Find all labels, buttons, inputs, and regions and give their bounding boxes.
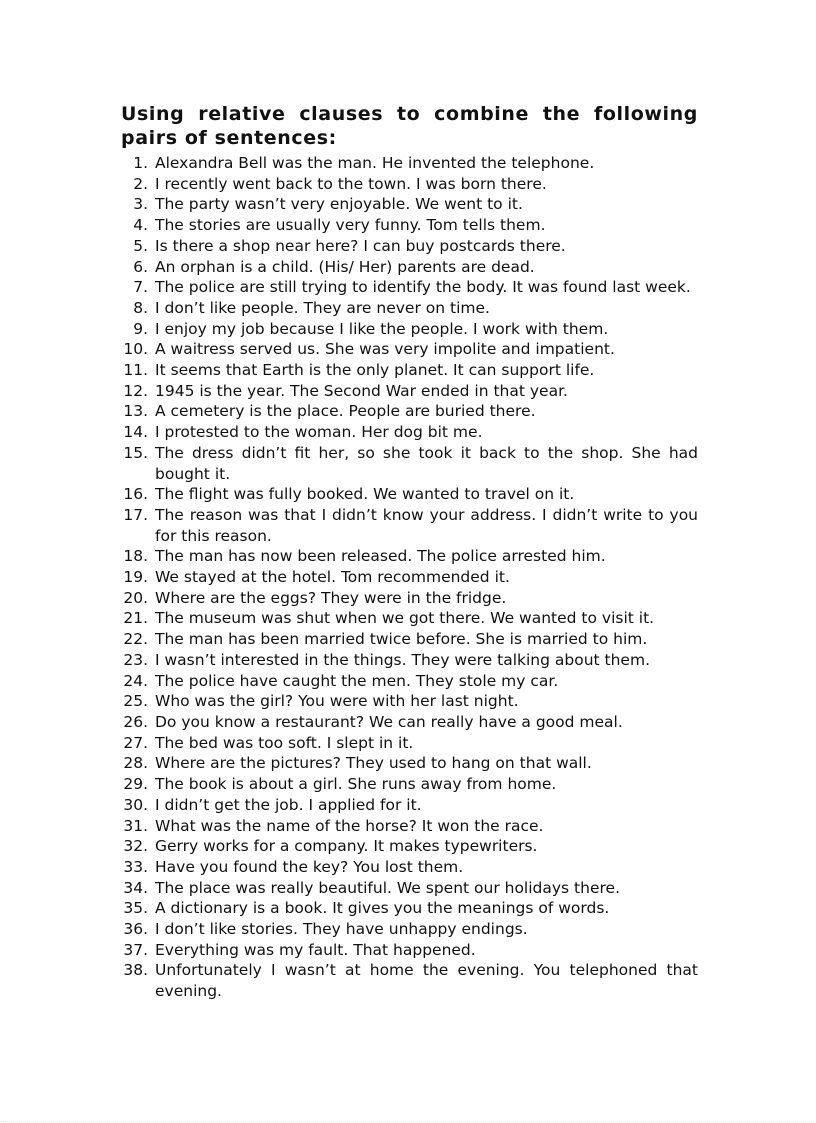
item-number: 27.: [123, 733, 148, 752]
exercise-item: [121, 940, 698, 961]
item-text: The police are still trying to identify the body. It was found last week.: [155, 278, 691, 297]
item-text: A dictionary is a book. It gives you the meanings of words.: [155, 899, 610, 918]
item-text: The stories are usually very funny. Tom tells them.: [155, 216, 546, 235]
exercise-item: [121, 919, 698, 940]
item-text: Do you know a restaurant? We can really have a good meal.: [155, 712, 623, 731]
item-number: 11.: [123, 361, 148, 380]
item-text: Who was the girl? You were with her last night.: [155, 692, 519, 711]
item-number: 34.: [123, 878, 148, 897]
exercise-item: [121, 360, 698, 381]
item-number: 16.: [123, 485, 148, 504]
item-number: 8.: [133, 298, 148, 317]
item-number: 21.: [123, 609, 148, 628]
exercise-item: [121, 733, 698, 754]
exercise-item: [121, 319, 698, 340]
item-text: A waitress served us. She was very impolite and impatient.: [155, 340, 615, 359]
item-text: We stayed at the hotel. Tom recommended it.: [155, 568, 510, 587]
exercise-item: [121, 443, 698, 484]
item-text: The party wasn’t very enjoyable. We went to it.: [155, 195, 523, 214]
item-number: 9.: [133, 319, 148, 338]
item-number: 2.: [133, 174, 148, 193]
item-text: The man has now been released. The police arrested him.: [155, 547, 606, 566]
item-number: 17.: [123, 505, 148, 524]
item-number: 18.: [123, 547, 148, 566]
exercise-item: [121, 753, 698, 774]
exercise-item: [121, 339, 698, 360]
item-number: 10.: [123, 340, 148, 359]
item-text: What was the name of the horse? It won the race.: [155, 816, 544, 835]
item-number: 36.: [123, 920, 148, 939]
exercise-item: [121, 774, 698, 795]
exercise-item: [121, 712, 698, 733]
item-number: 28.: [123, 754, 148, 773]
item-text: I recently went back to the town. I was born there.: [155, 174, 547, 193]
exercise-item: [121, 194, 698, 215]
exercise-item: [121, 567, 698, 588]
exercise-item: [121, 629, 698, 650]
exercise-item: [121, 298, 698, 319]
item-text: An orphan is a child. (His/ Her) parents are dead.: [155, 257, 535, 276]
item-number: 37.: [123, 940, 148, 959]
item-number: 26.: [123, 712, 148, 731]
item-number: 19.: [123, 568, 148, 587]
item-number: 15.: [123, 443, 148, 462]
exercise-item: [121, 381, 698, 402]
item-text: Where are the pictures? They used to hang on that wall.: [155, 754, 592, 773]
item-text: I protested to the woman. Her dog bit me.: [155, 423, 483, 442]
exercise-item: [121, 960, 698, 1001]
exercise-item: [121, 422, 698, 443]
item-text: I enjoy my job because I like the people. I work with them.: [155, 319, 609, 338]
item-text: Where are the eggs? They were in the fridge.: [155, 588, 507, 607]
exercise-item: [121, 671, 698, 692]
exercise-item: [121, 215, 698, 236]
item-text: Gerry works for a company. It makes typewriters.: [155, 837, 538, 856]
item-number: 1.: [133, 154, 148, 172]
item-text: The book is about a girl. She runs away from home.: [155, 775, 557, 794]
item-text: Is there a shop near here? I can buy postcards there.: [155, 236, 566, 255]
item-text: 1945 is the year. The Second War ended in that year.: [155, 381, 568, 400]
item-number: 5.: [133, 236, 148, 255]
item-text: The dress didn’t fit her, so she took it back to the shop. She had bought it.: [155, 443, 698, 483]
exercise-item: [121, 878, 698, 899]
exercise-item: [121, 546, 698, 567]
item-text: I didn’t get the job. I applied for it.: [155, 795, 422, 814]
item-text: I don’t like people. They are never on time.: [155, 298, 490, 317]
item-number: 4.: [133, 216, 148, 235]
exercise-item: [121, 236, 698, 257]
item-number: 20.: [123, 588, 148, 607]
exercise-item: [121, 795, 698, 816]
exercise-item: [121, 650, 698, 671]
item-text: Alexandra Bell was the man. He invented the telephone.: [155, 154, 595, 172]
item-number: 35.: [123, 899, 148, 918]
exercise-item: [121, 401, 698, 422]
item-text: The place was really beautiful. We spent our holidays there.: [155, 878, 620, 897]
item-number: 33.: [123, 857, 148, 876]
exercise-item: [121, 836, 698, 857]
item-text: I don’t like stories. They have unhappy endings.: [155, 920, 528, 939]
page-title: Using relative clauses to combine the following pairs of sentences:: [121, 103, 698, 149]
item-text: Unfortunately I wasn’t at home the evening. You telephoned that evening.: [155, 961, 698, 1001]
item-number: 31.: [123, 816, 148, 835]
item-text: A cemetery is the place. People are buried there.: [155, 402, 536, 421]
exercise-item: [121, 484, 698, 505]
item-number: 25.: [123, 692, 148, 711]
item-number: 38.: [123, 961, 148, 980]
item-text: The man has been married twice before. She is married to him.: [155, 630, 648, 649]
item-text: Everything was my fault. That happened.: [155, 940, 476, 959]
item-text: The police have caught the men. They stole my car.: [155, 671, 559, 690]
item-number: 32.: [123, 837, 148, 856]
item-number: 3.: [133, 195, 148, 214]
item-number: 12.: [123, 381, 148, 400]
exercise-item: [121, 608, 698, 629]
item-number: 30.: [123, 795, 148, 814]
exercise-item: [121, 691, 698, 712]
item-number: 14.: [123, 423, 148, 442]
item-number: 22.: [123, 630, 148, 649]
exercise-item: [121, 857, 698, 878]
item-text: It seems that Earth is the only planet. It can support life.: [155, 361, 595, 380]
item-number: 24.: [123, 671, 148, 690]
exercise-item: [121, 588, 698, 609]
item-text: The flight was fully booked. We wanted to travel on it.: [155, 485, 575, 504]
item-text: The bed was too soft. I slept in it.: [155, 733, 414, 752]
item-number: 23.: [123, 650, 148, 669]
exercise-content: [121, 102, 698, 1002]
page-bottom-divider: [0, 1121, 816, 1122]
item-text: I wasn’t interested in the things. They were talking about them.: [155, 650, 650, 669]
exercise-item: [121, 257, 698, 278]
item-text: The museum was shut when we got there. We wanted to visit it.: [155, 609, 655, 628]
exercise-item: [121, 174, 698, 195]
item-number: 29.: [123, 775, 148, 794]
item-number: 6.: [133, 257, 148, 276]
item-text: The reason was that I didn’t know your address. I didn’t write to you for this reason.: [155, 505, 698, 545]
exercise-item: [121, 153, 698, 174]
exercise-item: [121, 816, 698, 837]
item-number: 7.: [133, 278, 148, 297]
exercise-item: [121, 505, 698, 546]
item-number: 13.: [123, 402, 148, 421]
exercise-list: [121, 153, 698, 1002]
item-text: Have you found the key? You lost them.: [155, 857, 464, 876]
exercise-item: [121, 898, 698, 919]
exercise-item: [121, 277, 698, 298]
